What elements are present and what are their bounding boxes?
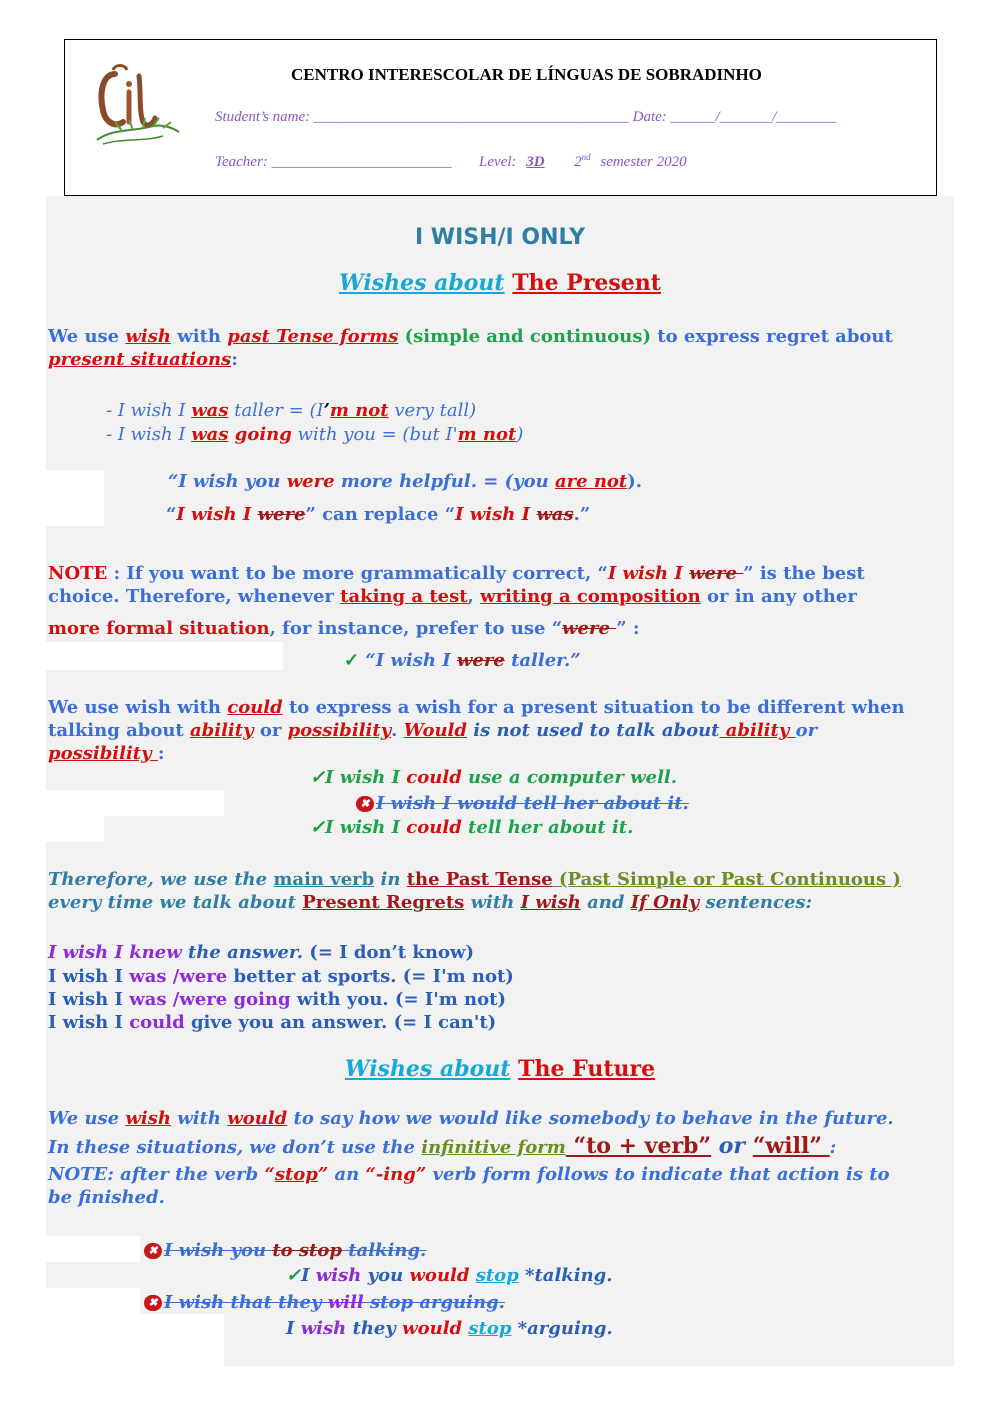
list-item: I wish I could give you an answer. (= I can't) — [48, 1012, 497, 1033]
future-example-4: I wish they would stop *arguing. — [286, 1318, 613, 1339]
present-example-4: “I wish I were” can replace “I wish I was.” — [166, 504, 591, 525]
list-item: I wish I was /were going with you. (= I'm not) — [48, 989, 506, 1010]
date-label: Date: — [632, 109, 667, 125]
could-line3: possibility : — [48, 743, 165, 764]
header-box — [64, 39, 937, 196]
could-example-1: ✓I wish I could use a computer well. — [310, 767, 678, 788]
white-patch — [46, 1288, 140, 1314]
white-patch — [46, 790, 224, 816]
student-name-row — [215, 109, 836, 126]
thumbs-down-icon: ✖ — [356, 796, 374, 812]
thumbs-down-icon: ✖ — [144, 1243, 162, 1259]
present-heading: Wishes about The Present — [339, 270, 661, 296]
future-heading: Wishes about The Future — [344, 1056, 656, 1082]
white-patch — [46, 1314, 224, 1366]
school-name: CENTRO INTERESCOLAR DE LÍNGUAS DE SOBRADINHO — [291, 65, 762, 84]
page-title: I WISH/I ONLY — [414, 225, 586, 250]
teacher-row — [215, 152, 687, 171]
future-example-3: ✖ I wish that they will stop arguing. — [144, 1292, 505, 1314]
level-label: Level: — [479, 154, 517, 170]
check-icon: ✓ — [286, 1265, 302, 1286]
note-example: ✓ “I wish I were taller.” — [344, 650, 581, 671]
present-example-1: - I wish I was taller = (I’m not very tall) — [106, 400, 477, 421]
white-patch — [46, 816, 104, 842]
level-value: 3D — [526, 154, 545, 170]
check-icon: ✓ — [310, 767, 326, 788]
future-example-1: ✖ I wish you to stop talking. — [144, 1240, 426, 1262]
future-line1: We use wish with would to say how we would like somebody to behave in the future. — [48, 1108, 894, 1129]
thumbs-down-icon: ✖ — [144, 1295, 162, 1311]
future-line4: be finished. — [48, 1187, 165, 1208]
could-line2: talking about ability or possibility. Would is not used to talk about ability or — [48, 720, 818, 741]
check-icon: ✓ — [344, 650, 360, 671]
present-example-3: “I wish you were more helpful. = (you are not). — [168, 471, 643, 492]
white-patch — [46, 642, 283, 670]
white-patch — [46, 1236, 140, 1262]
semester-text: semester 2020 — [600, 154, 687, 170]
teacher-field[interactable]: ________________________ — [271, 154, 452, 170]
school-logo — [93, 62, 183, 157]
check-icon: ✓ — [310, 817, 326, 838]
teacher-label: Teacher: — [215, 154, 268, 170]
semester-suffix: nd — [581, 152, 591, 162]
present-example-2: - I wish I was going with you = (but I'm not) — [106, 424, 524, 445]
student-name-label: Student’s name: — [215, 109, 311, 125]
future-line2: In these situations, we don’t use the infinitive form “to + verb” or “will” : — [48, 1133, 837, 1159]
therefore-line2: every time we talk about Present Regrets with I wish and If Only sentences: — [48, 892, 813, 913]
list-item: I wish I was /were better at sports. (= I'm not) — [48, 966, 514, 987]
white-patch — [46, 470, 104, 526]
could-line1: We use wish with could to express a wish for a present situation to be different when — [48, 697, 905, 718]
student-name-field[interactable]: __________________________________________ — [313, 109, 629, 125]
note-line2: choice. Therefore, whenever taking a test, writing a composition or in any other — [48, 586, 857, 607]
present-intro-line2: present situations: — [48, 349, 238, 370]
semester-number: 2 — [574, 154, 582, 170]
list-item: I wish I knew the answer. (= I don’t know) — [48, 942, 474, 963]
could-example-2: ✖ I wish I would tell her about it. — [356, 793, 689, 815]
future-line3: NOTE: after the verb “stop” an “-ing” verb form follows to indicate that action is to — [48, 1164, 890, 1185]
present-intro-line1: We use wish with past Tense forms (simple and continuous) to express regret about — [48, 326, 893, 347]
could-example-3: ✓I wish I could tell her about it. — [310, 817, 634, 838]
future-example-2: ✓I wish you would stop *talking. — [286, 1265, 613, 1286]
note-line3: more formal situation, for instance, prefer to use “were ” : — [48, 618, 640, 639]
note-line1: NOTE : If you want to be more grammatically correct, “I wish I were ” is the best — [48, 563, 865, 584]
date-field[interactable]: ______/_______/________ — [670, 109, 837, 125]
therefore-line1: Therefore, we use the main verb in the Past Tense (Past Simple or Past Continuous ) — [48, 869, 901, 890]
